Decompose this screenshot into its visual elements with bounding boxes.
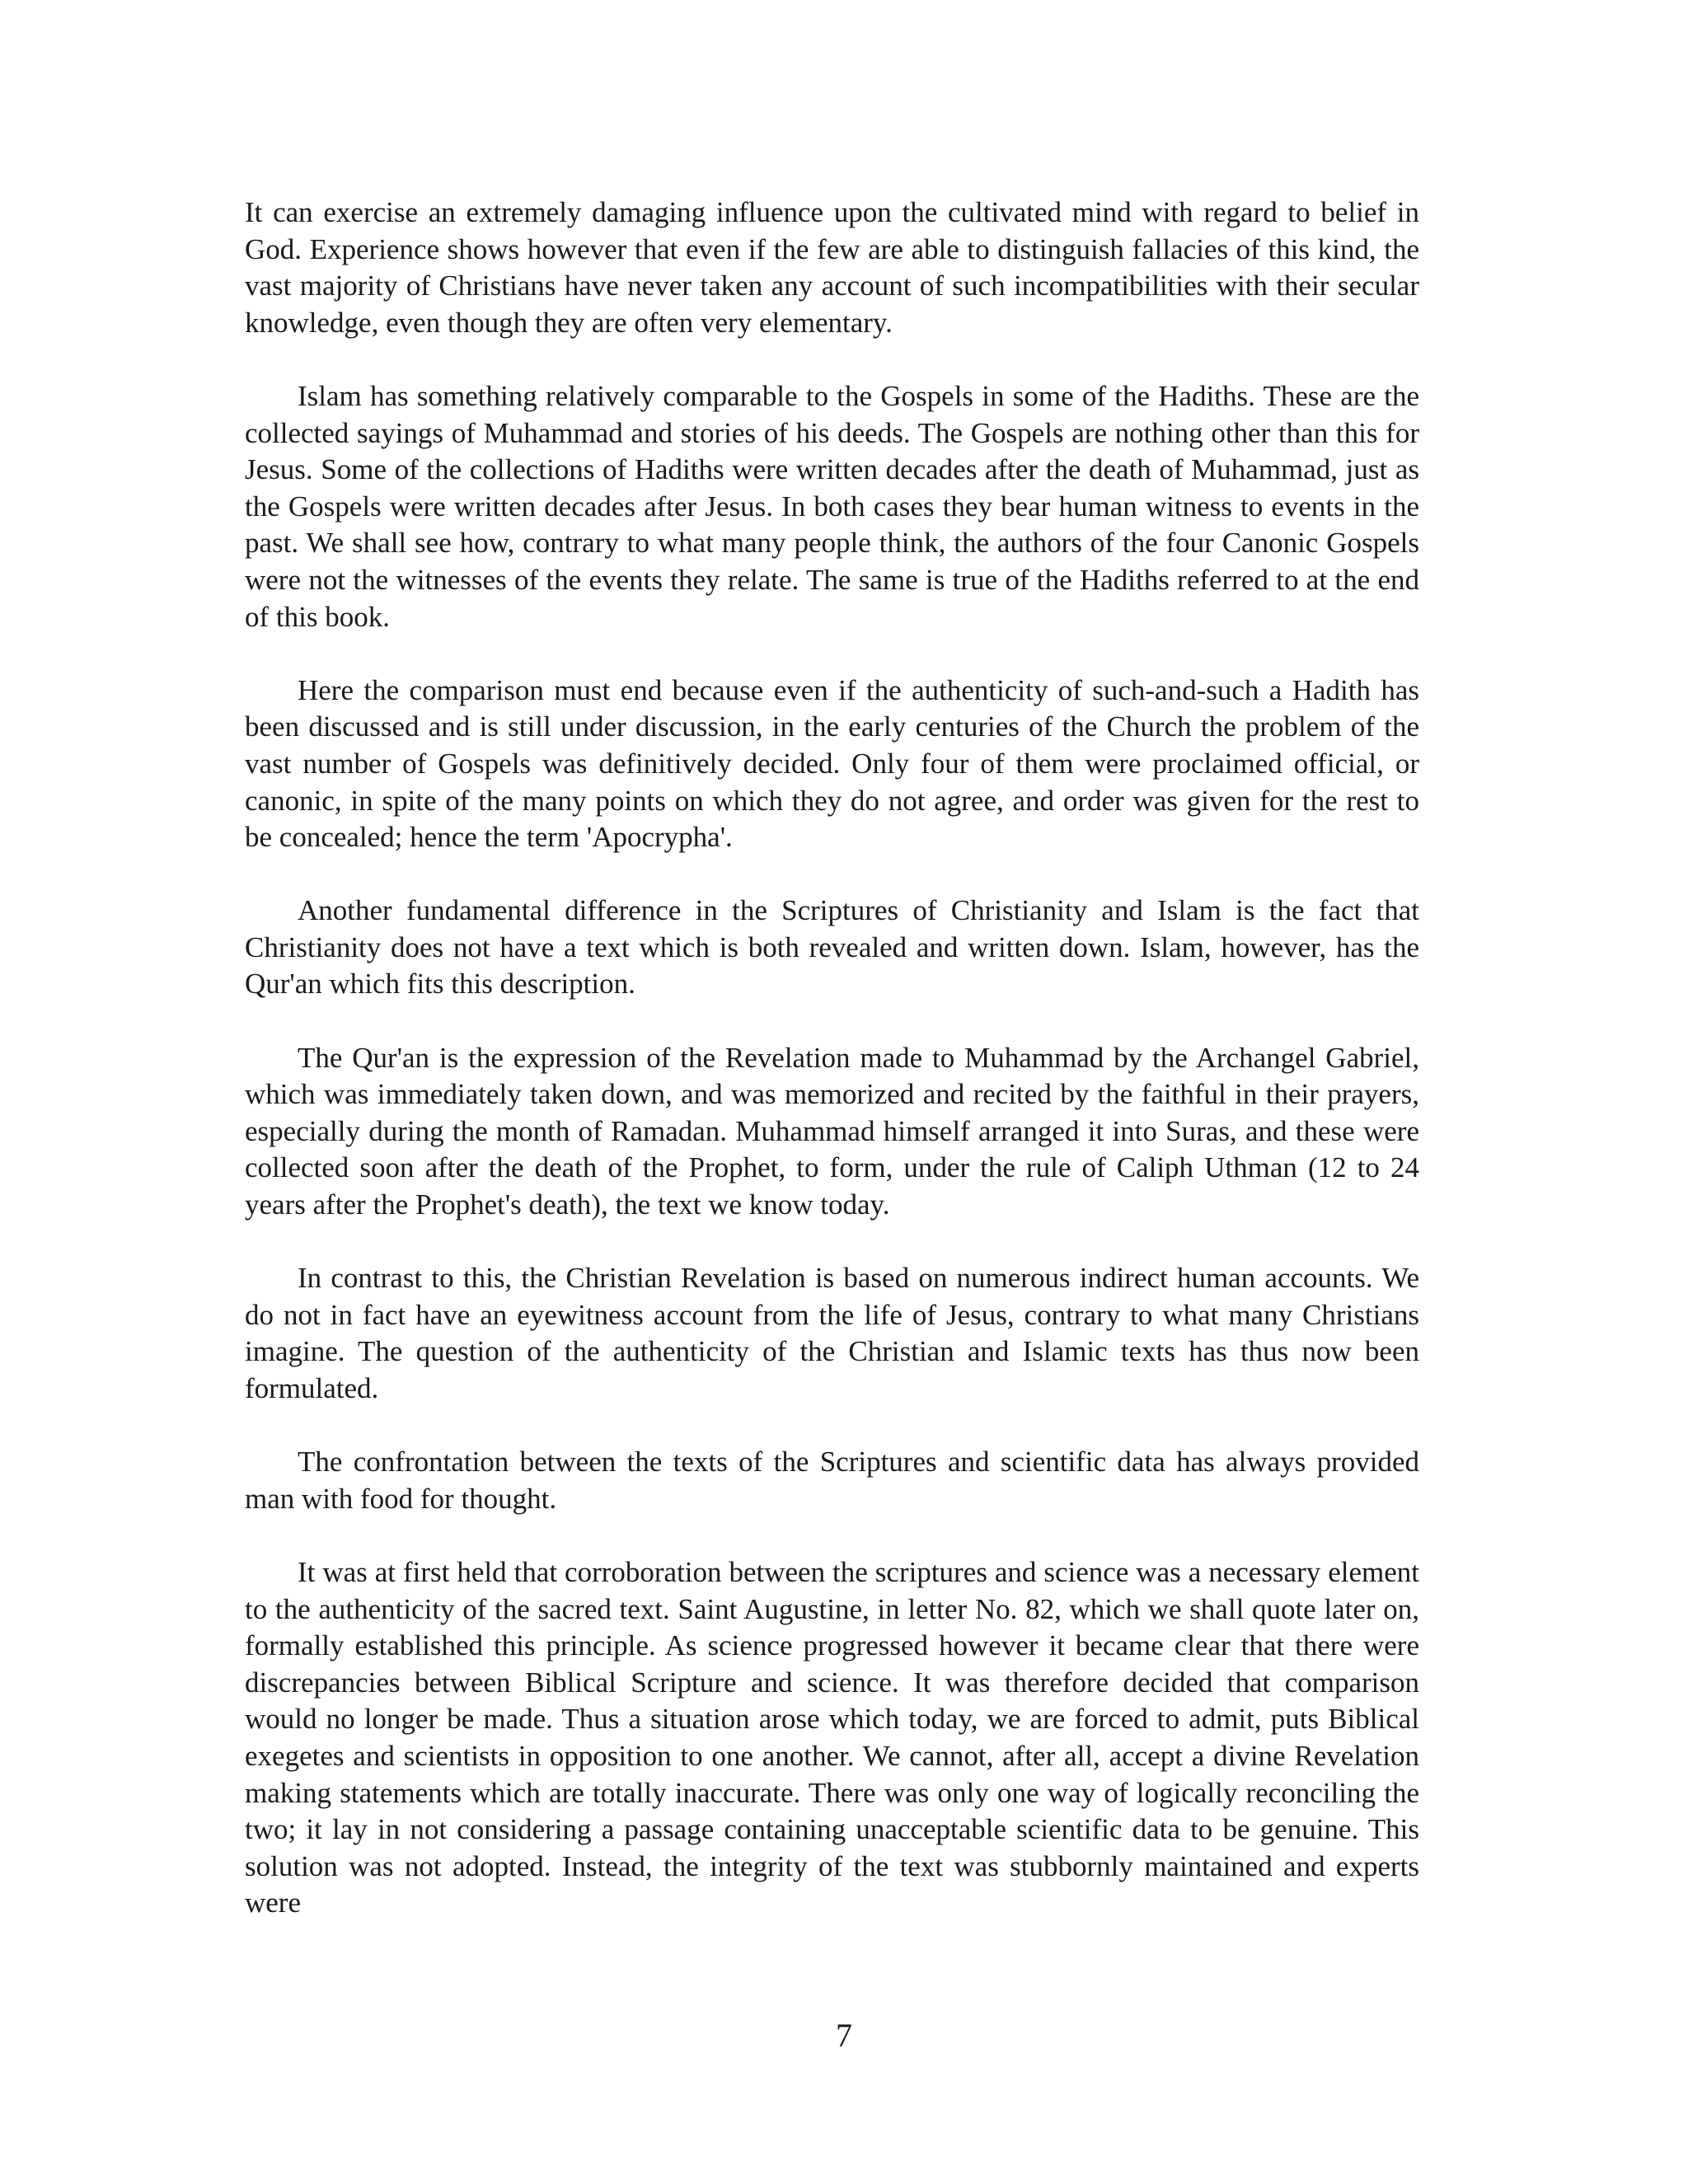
page-number: 7 bbox=[836, 2017, 852, 2054]
paragraph-1: It can exercise an extremely damaging influence upon the cultivated mind with regard to belief in God. Experience shows however that even if the few are able to distinguish fallacies of this kind, the vast majority of Christians have never taken any account of such incompatibilities with their secular knowledge, even though they are often very elementary. bbox=[245, 196, 1419, 339]
paragraph-5: The Qur'an is the expression of the Revelation made to Muhammad by the Archangel Gabriel, which was immediately taken down, and was memorized and recited by the faithful in their prayers, especially during the month of Ramadan. Muhammad himself arranged it into Suras, and these were collected soon after the death of the Prophet, to form, under the rule of Caliph Uthman (12 to 24 years after the Prophet's death), the text we know today. bbox=[245, 1041, 1419, 1221]
body-text bbox=[245, 194, 1419, 1922]
paragraph-8: It was at first held that corroboration between the scriptures and science was a necessary element to the authenticity of the sacred text. Saint Augustine, in letter No. 82, which we shall quote later on, formally established this principle. As science progressed however it became clear that there were discrepancies between Biblical Scripture and science. It was therefore decided that comparison would no longer be made. Thus a situation arose which today, we are forced to admit, puts Biblical exegetes and scientists in opposition to one another. We cannot, after all, accept a divine Revelation making statements which are totally inaccurate. There was only one way of logically reconciling the two; it lay in not considering a passage containing unacceptable scientific data to be genuine. This solution was not adopted. Instead, the integrity of the text was stubbornly maintained and experts were bbox=[245, 1555, 1419, 1919]
paragraph-4: Another fundamental difference in the Scriptures of Christianity and Islam is the fact that Christianity does not have a text which is both revealed and written down. Islam, however, has the Qur'an which fits this description. bbox=[245, 894, 1419, 1001]
paragraph-3: Here the comparison must end because even if the authenticity of such-and-such a Hadith has been discussed and is still under discussion, in the early centuries of the Church the problem of the vast number of Gospels was definitively decided. Only four of them were proclaimed official, or canonic, in spite of the many points on which they do not agree, and order was given for the rest to be concealed; hence the term 'Apocrypha'. bbox=[245, 673, 1419, 854]
paragraph-6: In contrast to this, the Christian Revelation is based on numerous indirect human accounts. We do not in fact have an eyewitness account from the life of Jesus, contrary to what many Christians imagine. The question of the authenticity of the Christian and Islamic texts has thus now been formulated. bbox=[245, 1262, 1419, 1404]
paragraph-7: The confrontation between the texts of the Scriptures and scientific data has always provided man with food for thought. bbox=[245, 1446, 1419, 1515]
paragraph-2: Islam has something relatively comparable to the Gospels in some of the Hadiths. These are the collected sayings of Muhammad and stories of his deeds. The Gospels are nothing other than this for Jesus. Some of the collections of Hadiths were written decades after the death of Muhammad, just as the Gospels were written decades after Jesus. In both cases they bear human witness to events in the past. We shall see how, contrary to what many people think, the authors of the four Canonic Gospels were not the witnesses of the events they relate. The same is true of the Hadiths referred to at the end of this book. bbox=[245, 379, 1419, 633]
